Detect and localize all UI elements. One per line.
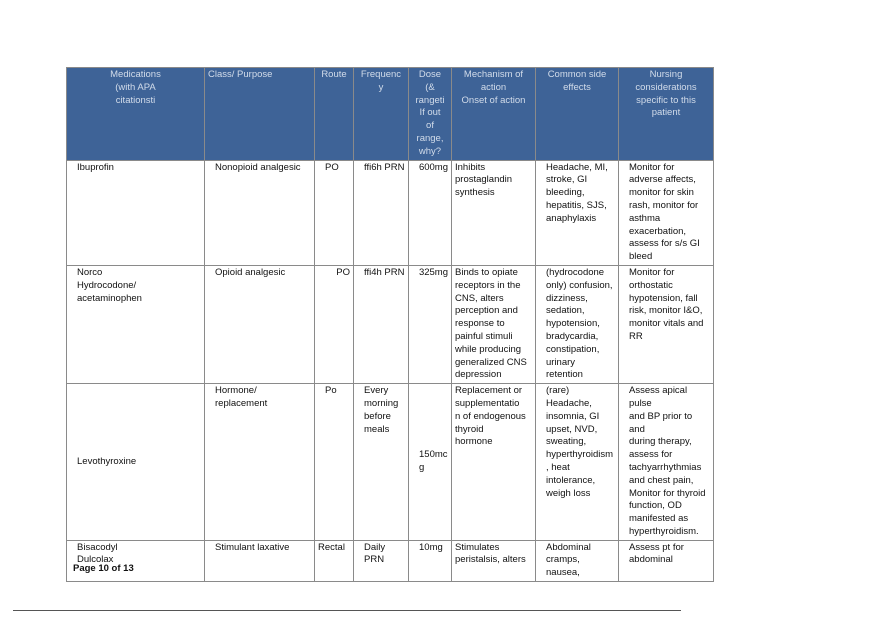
cell-nursing: Monitor for orthostatic hypotension, fall risk, monitor I&O, monitor vitals and RR bbox=[619, 265, 714, 383]
cell-medication: Ibuprofin bbox=[67, 160, 205, 265]
page-number: Page 10 of 13 bbox=[73, 563, 134, 574]
table-row bbox=[67, 384, 714, 541]
cell-dose: 325mg bbox=[409, 265, 452, 383]
header-side-effects: Common side effects bbox=[536, 68, 619, 161]
cell-mechanism: Replacement or supplementatio n of endogenous thyroid hormone bbox=[452, 384, 536, 541]
cell-mechanism: Stimulates peristalsis, alters bbox=[452, 540, 536, 581]
table-row bbox=[67, 540, 714, 581]
cell-class: Hormone/ replacement bbox=[205, 384, 315, 541]
cell-route: Rectal bbox=[315, 540, 354, 581]
cell-class: Opioid analgesic bbox=[205, 265, 315, 383]
header-mechanism: Mechanism of action Onset of action bbox=[452, 68, 536, 161]
cell-dose: 10mg bbox=[409, 540, 452, 581]
cell-side-effects: (hydrocodone only) confusion, dizziness, sedation, hypotension, bradycardia, constipation, urinary retention bbox=[536, 265, 619, 383]
cell-medication: Norco Hydrocodone/ acetaminophen bbox=[67, 265, 205, 383]
header-class-purpose: Class/ Purpose bbox=[205, 68, 315, 161]
header-frequency: Frequenc y bbox=[354, 68, 409, 161]
footer-divider bbox=[13, 610, 681, 611]
cell-nursing: Assess apical pulse and BP prior to and during therapy, assess for tachyarrhythmias and chest pain, Monitor for thyroid function, OD manifested as hyperthyroidism. bbox=[619, 384, 714, 541]
cell-nursing: Monitor for adverse affects, monitor for skin rash, monitor for asthma exacerbation, assess for s/s GI bleed bbox=[619, 160, 714, 265]
cell-dose: 150mc g bbox=[409, 384, 452, 541]
cell-side-effects: (rare) Headache, insomnia, GI upset, NVD, sweating, hyperthyroidism , heat intolerance, weigh loss bbox=[536, 384, 619, 541]
cell-route: PO bbox=[315, 265, 354, 383]
header-nursing: Nursing considerations specific to this patient bbox=[619, 68, 714, 161]
cell-nursing: Assess pt for abdominal bbox=[619, 540, 714, 581]
cell-class: Stimulant laxative bbox=[205, 540, 315, 581]
cell-frequency: ffi4h PRN bbox=[354, 265, 409, 383]
header-medications: Medications (with APA citationsti bbox=[67, 68, 205, 161]
cell-frequency: ffi6h PRN bbox=[354, 160, 409, 265]
table-row bbox=[67, 160, 714, 265]
header-dose: Dose (& rangeti If out of range, why? bbox=[409, 68, 452, 161]
cell-medication: Levothyroxine bbox=[67, 384, 205, 541]
cell-frequency: Daily PRN bbox=[354, 540, 409, 581]
medication-table bbox=[66, 67, 714, 582]
cell-route: PO bbox=[315, 160, 354, 265]
table-row bbox=[67, 265, 714, 383]
header-row bbox=[67, 68, 714, 161]
cell-dose: 600mg bbox=[409, 160, 452, 265]
cell-frequency: Every morning before meals bbox=[354, 384, 409, 541]
cell-mechanism: Inhibits prostaglandin synthesis bbox=[452, 160, 536, 265]
cell-medication: Bisacodyl Dulcolax bbox=[67, 540, 205, 581]
header-route: Route bbox=[315, 68, 354, 161]
cell-route: Po bbox=[315, 384, 354, 541]
cell-class: Nonopioid analgesic bbox=[205, 160, 315, 265]
cell-mechanism: Binds to opiate receptors in the CNS, alters perception and response to painful stimuli while producing generalized CNS depression bbox=[452, 265, 536, 383]
cell-side-effects: Abdominal cramps, nausea, bbox=[536, 540, 619, 581]
cell-side-effects: Headache, MI, stroke, GI bleeding, hepatitis, SJS, anaphylaxis bbox=[536, 160, 619, 265]
